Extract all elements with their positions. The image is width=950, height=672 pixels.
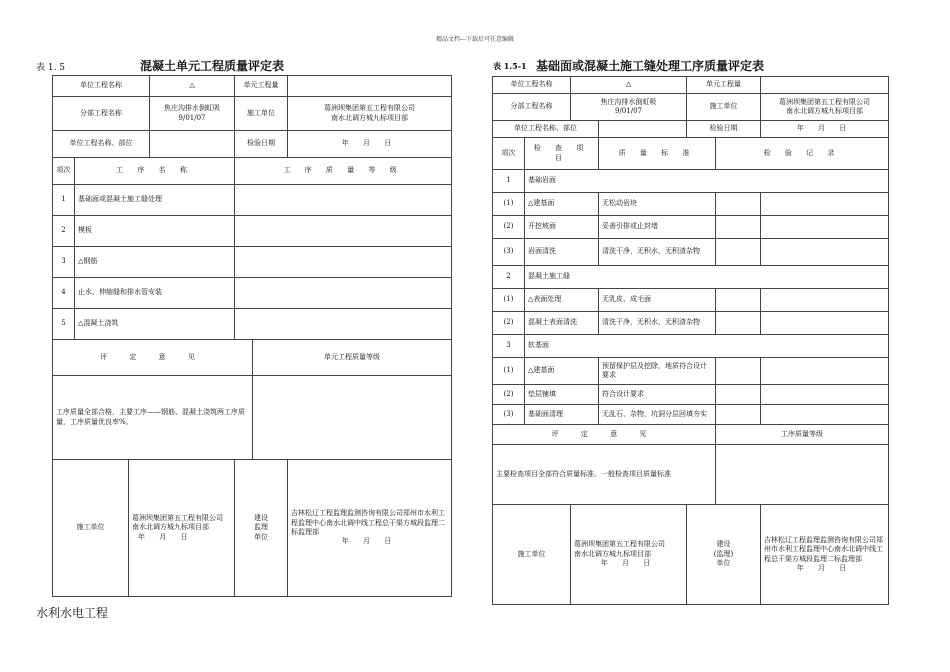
left-sub-project-value bbox=[150, 97, 235, 131]
left-unit-grade-label: 单元工程质量等级 bbox=[253, 340, 452, 376]
right-element-name-label: 单位工程名称、部位 bbox=[493, 121, 599, 138]
right-row-no: (3) bbox=[493, 239, 525, 266]
right-row-record bbox=[761, 216, 889, 239]
right-constructor-value bbox=[761, 94, 889, 121]
left-sig-supervisor-label-1: 建设 bbox=[254, 513, 269, 522]
right-row-record bbox=[761, 239, 889, 266]
right-row-record bbox=[761, 385, 889, 405]
right-row-no: (2) bbox=[493, 216, 525, 239]
right-row-no: (1) bbox=[493, 358, 525, 385]
left-sig-constructor-dept: 南水北调方城九标项目部 bbox=[132, 523, 209, 532]
left-sig-supervisor-label-3: 单位 bbox=[254, 532, 269, 541]
left-unit-project-label: 单位工程名称 bbox=[53, 76, 150, 97]
right-element-qty-value bbox=[761, 77, 889, 94]
right-row-record bbox=[761, 405, 889, 425]
right-row-standard: 无松动岩块 bbox=[599, 193, 716, 216]
left-opinion-text: 工序质量全部合格，主要工序——钢筋、混凝土浇筑两工序质量，工序质量优良率%。 bbox=[53, 376, 253, 460]
right-row-no: 1 bbox=[493, 170, 525, 193]
right-sig-supervisor-label-1: 建设 bbox=[716, 540, 731, 549]
left-unit-grade-value bbox=[253, 376, 452, 460]
right-row-standard: 妥善引排或止封堵 bbox=[599, 216, 716, 239]
left-process-no: 5 bbox=[53, 309, 75, 340]
right-inspect-date-label: 检验日期 bbox=[687, 121, 761, 138]
right-row-no: (1) bbox=[493, 289, 525, 312]
right-sub-project-label: 分部工程名称 bbox=[493, 94, 571, 121]
left-table-number: 表 1. 5 bbox=[36, 63, 66, 73]
right-table-number: 表 1.5-1 bbox=[493, 61, 527, 71]
left-process-no: 3 bbox=[53, 247, 75, 278]
right-sig-constructor-company: 葛洲坝集团第五工程有限公司 bbox=[574, 540, 665, 549]
right-row-item: △建基面 bbox=[525, 358, 599, 385]
right-sub-project-code: 9/01/07 bbox=[615, 107, 642, 115]
right-row-no: (2) bbox=[493, 312, 525, 335]
right-sig-constructor-date: 年 月 日 bbox=[600, 559, 657, 568]
left-process-name: 模板 bbox=[75, 216, 235, 247]
right-sig-constructor-dept: 南水北调方城九标项目部 bbox=[574, 549, 651, 558]
left-constructor-value bbox=[288, 97, 452, 131]
left-element-name-label: 单位工程名称、部位 bbox=[53, 131, 150, 158]
right-row-standard: 清洗干净，无积水，无积渣杂物 bbox=[599, 239, 716, 266]
left-sig-constructor-block bbox=[129, 460, 235, 597]
right-section-title: 混凝土施工缝 bbox=[525, 266, 889, 289]
right-row-record bbox=[716, 312, 761, 335]
right-sub-project-name: 焦庄沟排水倒虹吸 bbox=[600, 97, 657, 106]
left-process-no: 4 bbox=[53, 278, 75, 309]
right-row-item: △表面处理 bbox=[525, 289, 599, 312]
right-row-standard: 清洗干净，无积水，无积渣杂物 bbox=[599, 312, 716, 335]
left-col-item: 项次 bbox=[53, 158, 75, 185]
left-sig-supervisor-text: 吉林松辽工程监理监测咨询有限公司郑州市水利工程监理中心南水北调中线工程总干渠方城段监理二标监理部 bbox=[291, 509, 446, 536]
left-opinion-label: 评 定 意 见 bbox=[53, 340, 253, 376]
right-row-item: 基础面清理 bbox=[525, 405, 599, 425]
right-sig-supervisor-text: 吉林松辽工程监理监测咨询有限公司郑州市水利工程监理中心南水北调中线工程总干渠方城段监理二标监理部 bbox=[764, 535, 884, 563]
right-grade-label: 工序质量等级 bbox=[716, 425, 889, 445]
left-form-title: 混凝土单元工程质量评定表 bbox=[140, 59, 285, 73]
right-row-record bbox=[716, 358, 761, 385]
left-element-name-value bbox=[150, 131, 235, 158]
right-grade-value bbox=[716, 445, 889, 505]
left-sig-constructor-label: 施工单位 bbox=[53, 460, 129, 597]
right-opinion-label: 评 定 意 见 bbox=[493, 425, 716, 445]
right-constructor-label: 施工单位 bbox=[687, 94, 761, 121]
right-row-item: 混凝土表面清洗 bbox=[525, 312, 599, 335]
left-unit-project-value: △ bbox=[150, 76, 235, 97]
page-header: 精品文档---下载后可任意编辑 bbox=[435, 36, 515, 43]
right-row-record bbox=[761, 312, 889, 335]
right-unit-project-value: △ bbox=[571, 77, 687, 94]
right-row-standard: 预留保护层及挖除，地质符合设计要求 bbox=[599, 358, 716, 385]
left-sub-project-code: 9/01/07 bbox=[178, 113, 206, 122]
right-section-title: 软基面 bbox=[525, 335, 889, 358]
left-quality-table bbox=[52, 75, 452, 597]
left-col-process: 工 序 名 称 bbox=[75, 158, 235, 185]
right-row-no: 2 bbox=[493, 266, 525, 289]
right-row-item: 开挖坡面 bbox=[525, 216, 599, 239]
left-process-grade bbox=[235, 247, 452, 278]
right-opinion-text: 主要检查项目全部符合质量标准。一般检查项目质量标准 bbox=[493, 445, 716, 505]
right-row-record bbox=[716, 193, 761, 216]
left-process-grade bbox=[235, 185, 452, 216]
right-element-name-value bbox=[599, 121, 687, 138]
right-constructor-dept: 南水北调方城九标项目部 bbox=[786, 107, 864, 115]
left-process-name: △混凝土浇筑 bbox=[75, 309, 235, 340]
right-col-standard: 质 量 标 准 bbox=[599, 138, 716, 170]
right-row-record bbox=[761, 289, 889, 312]
right-row-record bbox=[716, 385, 761, 405]
left-process-name: △钢筋 bbox=[75, 247, 235, 278]
left-constructor-label: 施工单位 bbox=[235, 97, 288, 131]
left-element-qty-label: 单元工程量 bbox=[235, 76, 288, 97]
right-sig-supervisor-block bbox=[761, 505, 889, 605]
right-row-item: △建基面 bbox=[525, 193, 599, 216]
right-sig-supervisor-label-2: (监理) bbox=[713, 549, 734, 558]
right-unit-project-label: 单位工程名称 bbox=[493, 77, 571, 94]
right-quality-table bbox=[492, 76, 889, 605]
right-row-no: (2) bbox=[493, 385, 525, 405]
left-inspect-date-value: 年 月 日 bbox=[288, 131, 452, 158]
right-row-record bbox=[716, 289, 761, 312]
right-row-standard: 无乱石、杂物，坑洞分层回填夯实 bbox=[599, 405, 716, 425]
right-row-record bbox=[761, 193, 889, 216]
right-section-title: 基础岩面 bbox=[525, 170, 889, 193]
right-row-standard: 符合设计要求 bbox=[599, 385, 716, 405]
left-sig-constructor-date: 年 月 日 bbox=[138, 532, 194, 541]
right-element-qty-label: 单元工程量 bbox=[687, 77, 761, 94]
left-sig-supervisor-block bbox=[288, 460, 452, 597]
left-process-grade bbox=[235, 309, 452, 340]
right-row-record bbox=[716, 216, 761, 239]
right-sig-supervisor-label bbox=[687, 505, 761, 605]
right-constructor-company: 葛洲坝集团第五工程有限公司 bbox=[779, 97, 871, 106]
right-row-item: 垫层铺填 bbox=[525, 385, 599, 405]
right-row-record bbox=[716, 405, 761, 425]
left-sub-project-label: 分部工程名称 bbox=[53, 97, 150, 131]
right-sig-supervisor-label-3: 单位 bbox=[716, 559, 731, 568]
left-process-grade bbox=[235, 278, 452, 309]
left-constructor-company: 葛洲坝集团第五工程有限公司 bbox=[324, 104, 416, 113]
right-row-no: (3) bbox=[493, 405, 525, 425]
right-row-record bbox=[761, 358, 889, 385]
right-sig-constructor-block bbox=[571, 505, 687, 605]
left-process-no: 1 bbox=[53, 185, 75, 216]
right-inspect-date-value: 年 月 日 bbox=[761, 121, 889, 138]
left-sig-supervisor-label bbox=[235, 460, 288, 597]
right-row-item: 岩面清洗 bbox=[525, 239, 599, 266]
right-col-check: 检 查 项 目 bbox=[525, 138, 599, 170]
left-sig-constructor-company: 葛洲坝集团第五工程有限公司 bbox=[132, 513, 223, 522]
left-constructor-dept: 南水北调方城九标项目部 bbox=[331, 113, 409, 122]
left-sub-project-name: 焦庄沟排水倒虹吸 bbox=[164, 104, 221, 113]
right-row-standard: 无乳皮、成毛面 bbox=[599, 289, 716, 312]
footer-text: 水利水电工程 bbox=[36, 606, 109, 620]
left-process-grade bbox=[235, 216, 452, 247]
left-inspect-date-label: 检验日期 bbox=[235, 131, 288, 158]
right-sub-project-value bbox=[571, 94, 687, 121]
left-process-no: 2 bbox=[53, 216, 75, 247]
right-row-no: (1) bbox=[493, 193, 525, 216]
left-element-qty-value bbox=[288, 76, 452, 97]
right-row-record bbox=[716, 239, 761, 266]
left-process-name: 基础面或混凝土施工缝处理 bbox=[75, 185, 235, 216]
right-sig-constructor-label: 施工单位 bbox=[493, 505, 571, 605]
right-form-title: 基础面或混凝土施工缝处理工序质量评定表 bbox=[536, 59, 765, 73]
right-col-item: 项次 bbox=[493, 138, 525, 170]
left-sig-supervisor-date: 年 月 日 bbox=[341, 537, 398, 546]
right-row-no: 3 bbox=[493, 335, 525, 358]
left-process-name: 止水、伸缩缝和排水管安装 bbox=[75, 278, 235, 309]
left-sig-supervisor-label-2: 监理 bbox=[254, 523, 269, 532]
left-col-grade: 工 序 质 量 等 级 bbox=[235, 158, 452, 185]
right-col-record: 检 验 记 录 bbox=[716, 138, 889, 170]
right-sig-supervisor-date: 年 月 日 bbox=[796, 563, 853, 572]
